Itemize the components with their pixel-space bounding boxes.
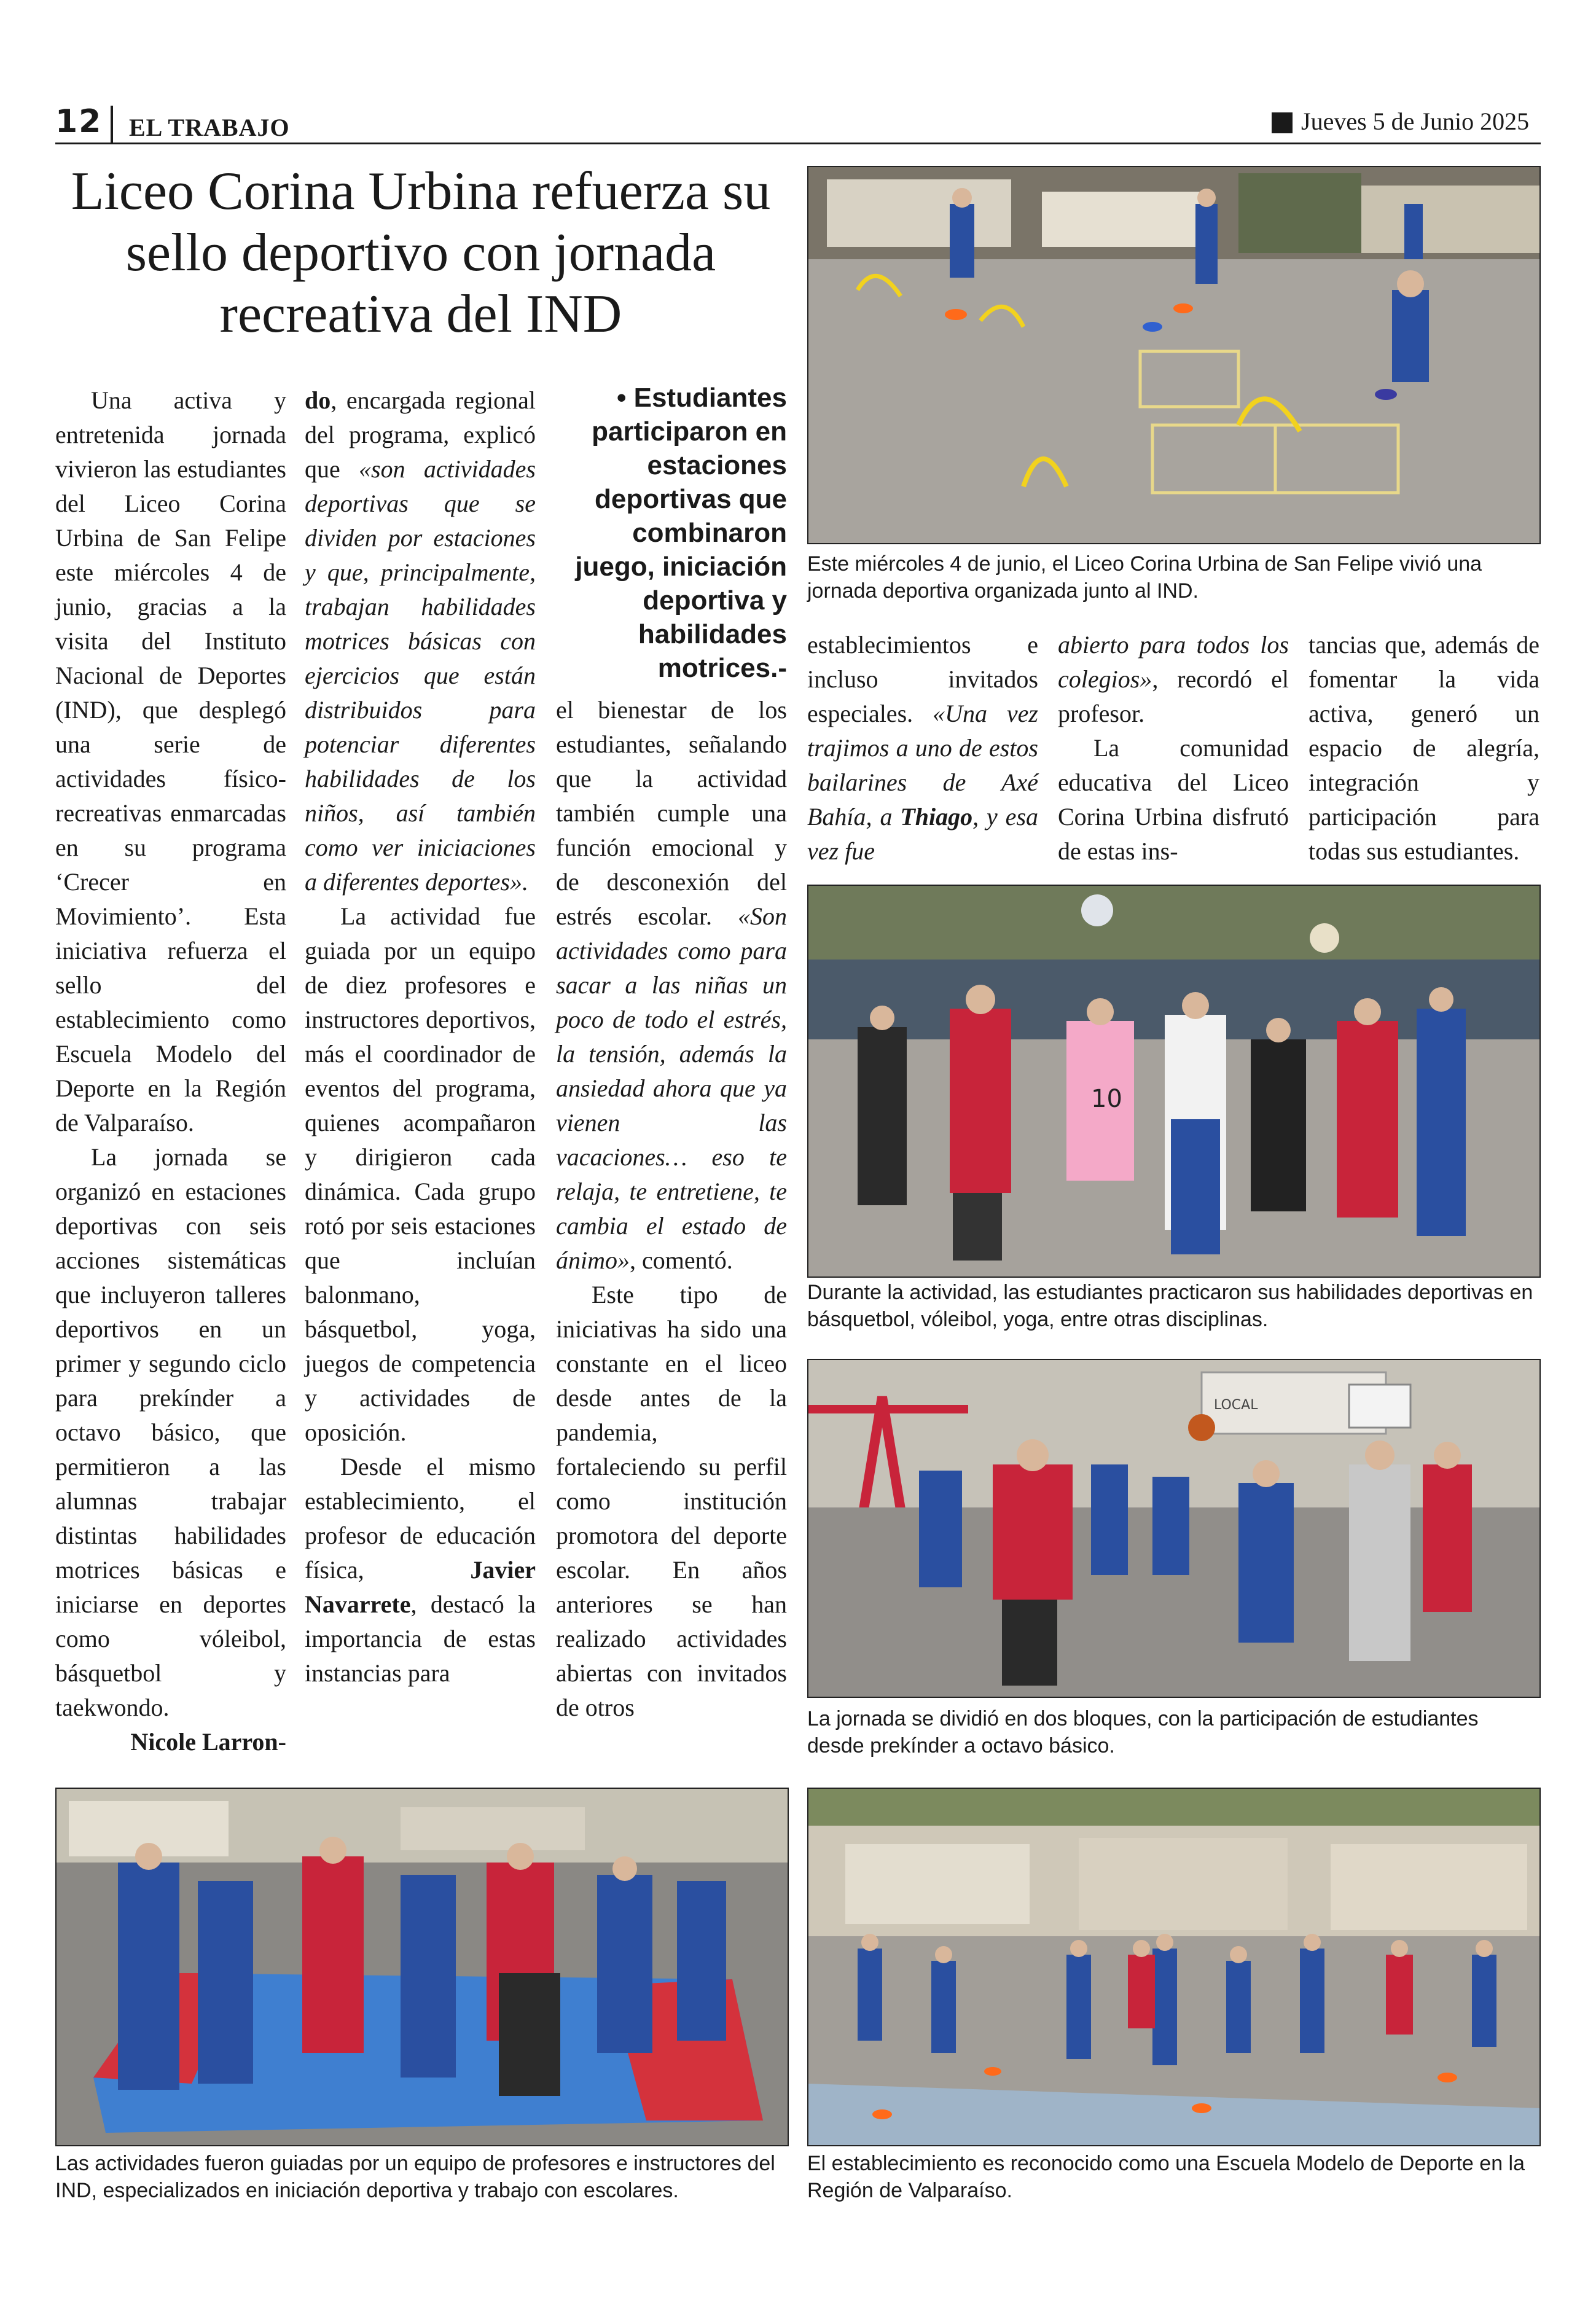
- photo-group-stretching: [55, 1788, 789, 2146]
- article-column-2: [305, 383, 536, 1691]
- paragraph: [556, 693, 787, 1278]
- article-column-4: [807, 628, 1038, 869]
- text-run: establecimientos e incluso invitados especiales.: [807, 631, 1038, 727]
- text-run: , recordó el profesor.: [1058, 665, 1289, 727]
- text-run: , encargada regional del programa, explicó que: [305, 386, 536, 483]
- quote: abierto para todos los colegios»: [1058, 631, 1289, 693]
- author-byline: Nicole Larron-: [130, 1728, 286, 1756]
- teacher-name: Javier Navarrete: [305, 1556, 536, 1618]
- text-run: , comentó.: [630, 1246, 733, 1274]
- header-divider: [111, 106, 113, 144]
- quote: «son actividades deportivas que se dividen por estaciones y que, principalmente, trabajan habilidades motrices básicas con ejercicios que están distribuidos para potenciar diferentes habilidades de los niños, así también como ver iniciaciones a diferentes deportes».: [305, 455, 536, 896]
- article-headline: Liceo Corina Urbina refuerza su sello deportivo con jornada recreativa del IND: [71, 162, 771, 344]
- photo-caption: La jornada se dividió en dos bloques, con la participación de estudiantes desde prekínder a octavo básico.: [807, 1707, 1479, 1757]
- photo-caption: El establecimiento es reconocido como una Escuela Modelo de Deporte en la Región de Valparaíso.: [807, 2152, 1525, 2202]
- paragraph: La comunidad educativa del Liceo Corina Urbina disfrutó de estas ins-: [1058, 734, 1289, 865]
- text-run: el bienestar de los estudiantes, señalando que la actividad también cumple una función emocional y de desconexión del estrés escolar.: [556, 696, 787, 930]
- article-column-1: [55, 383, 286, 1759]
- court-sign: LOCAL: [1214, 1398, 1258, 1413]
- article-column-6: [1308, 628, 1539, 869]
- paragraph: [305, 383, 536, 899]
- text-run: Desde el mismo establecimiento, el profesor de educación física,: [305, 1453, 536, 1584]
- date-marker-square: [1272, 112, 1293, 133]
- paragraph: Este tipo de iniciativas ha sido una constante en el liceo desde antes de la pandemia, fortaleciendo su perfil como institución promotora del deporte escolar. En años anteriores se han realizado actividades abiertas con invitados de otros: [556, 1281, 787, 1721]
- newspaper-name: EL TRABAJO: [129, 114, 290, 141]
- photo-caption: Las actividades fueron guiadas por un equipo de profesores e instructores del IND, especializados en iniciación deportiva y trabajo con escolares.: [55, 2152, 775, 2202]
- paragraph: [305, 1450, 536, 1691]
- photo-caption: Este miércoles 4 de junio, el Liceo Corina Urbina de San Felipe vivió una jornada deportiva organizada junto al IND.: [807, 552, 1482, 603]
- issue-date: Jueves 5 de Junio 2025: [1301, 108, 1530, 135]
- shirt-number: 10: [1091, 1085, 1122, 1113]
- paragraph: [1058, 628, 1289, 731]
- photo-agility-stations: [807, 166, 1541, 544]
- text-run: , destacó la importancia de estas instancias para: [305, 1590, 536, 1687]
- photo-courtyard-activities: [807, 1788, 1541, 2146]
- paragraph: tancias que, además de fomentar la vida activa, generó un espacio de alegría, integración y participación para todas sus estudiantes.: [1308, 631, 1539, 865]
- author-surname-end: do: [305, 386, 331, 414]
- page-number: 12: [55, 103, 103, 140]
- text-run: «Una vez trajimos a uno de estos bailarines de Axé Bahía, a: [807, 700, 1038, 831]
- paragraph: La jornada se organizó en estaciones deportivas con seis acciones sistemáticas que incluyeron talleres deportivos en un primer y segundo ciclo para prekínder a octavo básico, que permitieron a las alumnas trabajar distintas habilidades motrices básicas e iniciarse en deportes como vóleibol, básquetbol y taekwondo.: [55, 1143, 286, 1721]
- photo-basketball-practice: [807, 1359, 1541, 1698]
- quote: «Son actividades como para sacar a las niñas un poco de todo el estrés, la tensión, además la ansiedad ahora que ya vienen las vacaciones… eso te relaja, te entretiene, te cambia el estado de ánimo»: [556, 902, 787, 1274]
- dancer-name: Thiago: [900, 803, 973, 831]
- photo-caption: Durante la actividad, las estudiantes practicaron sus habilidades deportivas en básquetbol, vóleibol, yoga, entre otras disciplinas.: [807, 1281, 1533, 1331]
- text-run: , y esa vez fue: [807, 803, 1039, 865]
- paragraph: La actividad fue guiada por un equipo de diez profesores e instructores deportivos, más el coordinador de eventos del programa, quienes acompañaron y dirigieron cada dinámica. Cada grupo rotó por seis estaciones que incluían balonmano, básquetbol, yoga, juegos de competencia y actividades de oposición.: [305, 902, 536, 1446]
- header-rule: [55, 143, 1541, 144]
- paragraph: Una activa y entretenida jornada vivieron las estudiantes del Liceo Corina Urbina de San Felipe este miércoles 4 de junio, gracias a la visita del Instituto Nacional de Deportes (IND), que desplegó una serie de actividades físico-recreativas enmarcadas en su programa ‘Crecer en Movimiento’. Esta iniciativa refuerza el sello del establecimiento como Escuela Modelo del Deporte en la Región de Valparaíso.: [55, 386, 286, 1136]
- pull-quote: • Estudiantes participaron en estaciones deportivas que combinaron juego, iniciación deportiva y habilidades motrices.-: [575, 383, 787, 683]
- paragraph: [807, 628, 1038, 869]
- article-column-3: [556, 693, 787, 1725]
- photo-volleyball-practice: [807, 885, 1541, 1278]
- article-column-5: [1058, 628, 1289, 869]
